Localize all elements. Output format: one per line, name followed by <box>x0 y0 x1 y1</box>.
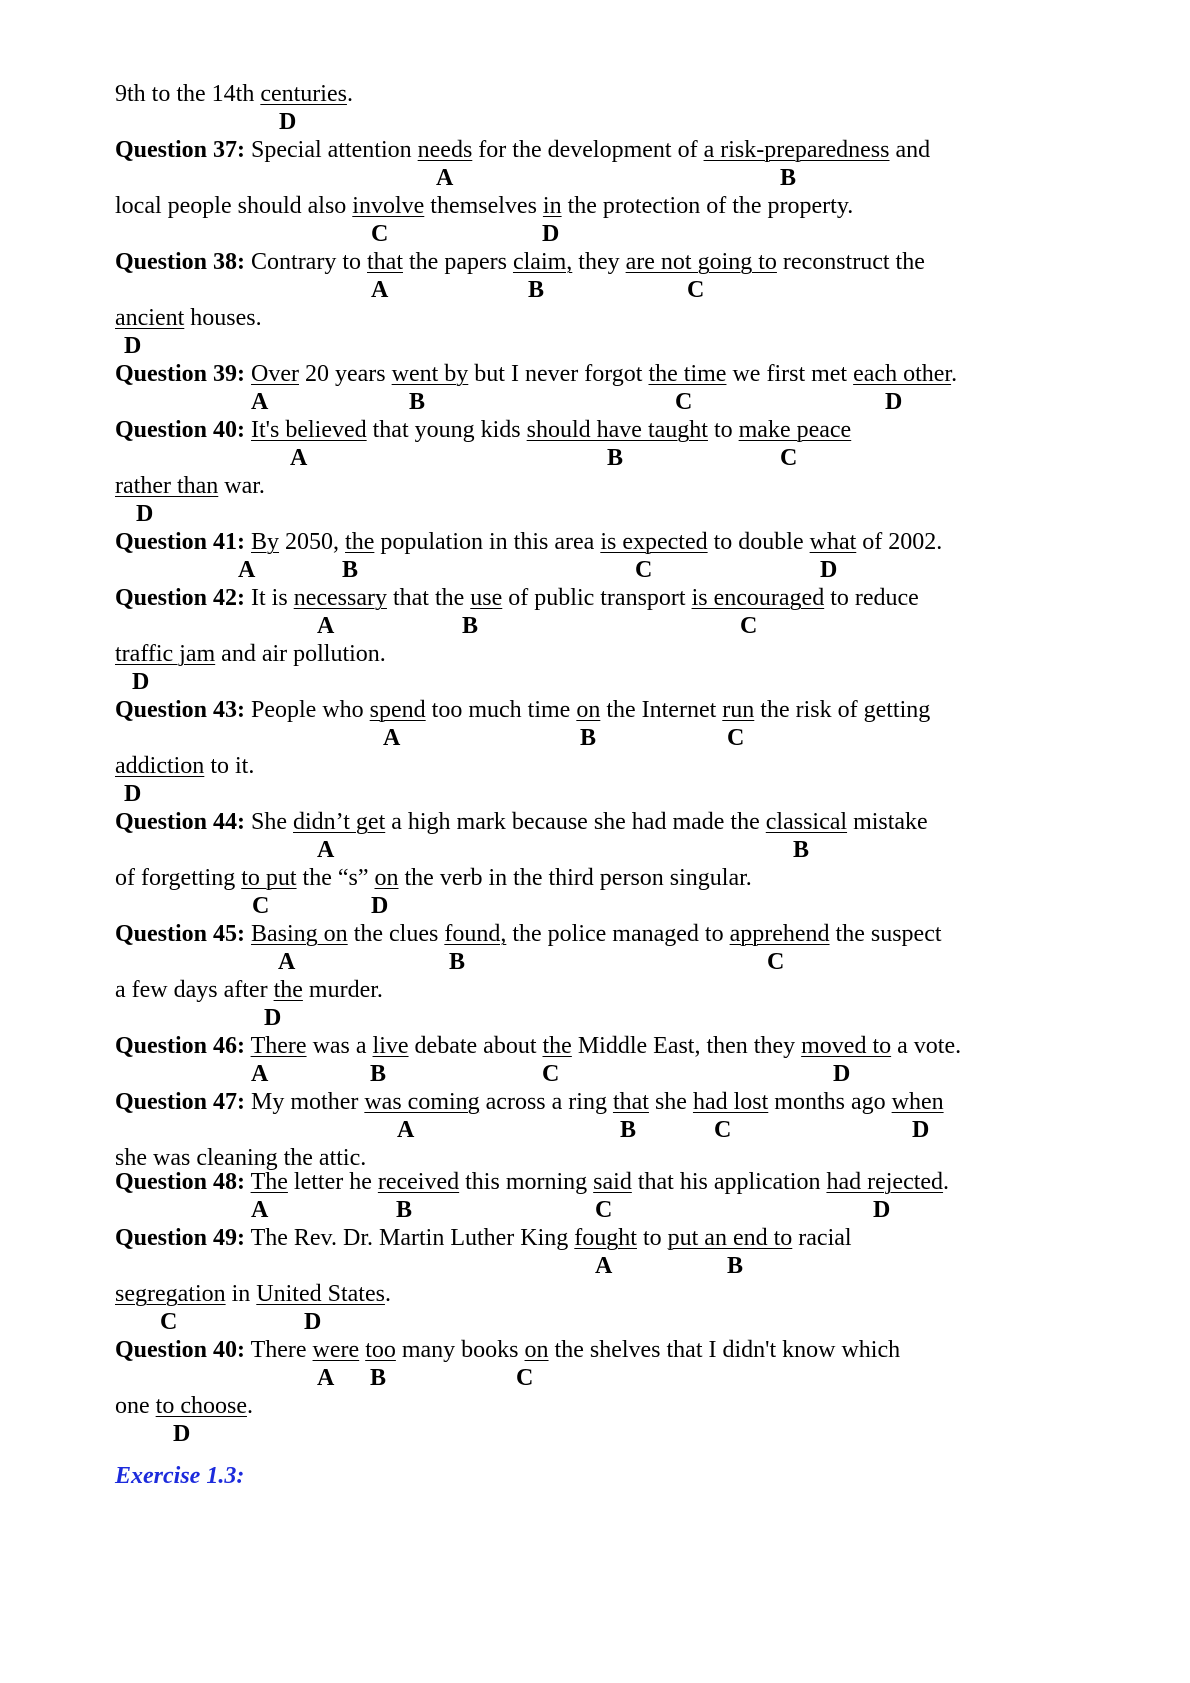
text-segment: population in this area <box>374 529 601 555</box>
text-segment: we first met <box>726 361 854 387</box>
option-letter: A <box>290 445 308 471</box>
option-letter: C <box>727 725 745 751</box>
text-line <box>115 920 942 948</box>
option-letter: C <box>542 1061 560 1087</box>
option-letter-row <box>0 276 1190 304</box>
underlined-option: too <box>365 1337 396 1363</box>
option-letter-row <box>0 948 1190 976</box>
question-label: Question 48: <box>115 1169 246 1195</box>
text-line <box>115 1032 961 1060</box>
option-letter-row <box>0 1364 1190 1392</box>
text-segment: the papers <box>403 249 513 275</box>
underlined-option: make peace <box>738 417 852 443</box>
option-letter-row <box>0 612 1190 640</box>
option-letter-row <box>0 388 1190 416</box>
text-segment: a vote. <box>891 1033 962 1059</box>
option-letter: A <box>595 1253 613 1279</box>
text-segment: they <box>572 249 626 275</box>
text-segment: Special attention <box>245 137 418 163</box>
option-letter-row <box>0 332 1190 360</box>
option-letter: D <box>132 669 150 695</box>
option-letter-row <box>0 444 1190 472</box>
underlined-option: rather than <box>115 473 219 499</box>
text-segment: too much time <box>425 697 577 723</box>
option-letter-row <box>0 1116 1190 1144</box>
underlined-option: is encouraged <box>691 585 825 611</box>
text-segment: the risk of getting <box>754 697 931 723</box>
option-letter: B <box>409 389 426 415</box>
text-line <box>115 304 262 332</box>
option-letter: D <box>820 557 838 583</box>
option-letter: C <box>687 277 705 303</box>
option-letter: B <box>580 725 597 751</box>
text-segment: debate about <box>408 1033 543 1059</box>
underlined-option: didn’t get <box>293 809 386 835</box>
underlined-option: ancient <box>115 305 185 331</box>
text-segment: the “s” <box>296 865 375 891</box>
underlined-option: found, <box>444 921 507 947</box>
underlined-option: what <box>809 529 857 555</box>
text-segment: of public transport <box>502 585 692 611</box>
underlined-option: The <box>250 1169 288 1195</box>
option-letter-row <box>0 1196 1190 1224</box>
text-segment: She <box>245 809 294 835</box>
text-segment: that the <box>386 585 471 611</box>
underlined-option: segregation <box>115 1281 226 1307</box>
text-segment: to <box>707 417 739 443</box>
text-segment: Middle East, then they <box>571 1033 802 1059</box>
underlined-option: fought <box>574 1225 637 1251</box>
text-segment: and <box>889 137 931 163</box>
option-letter: B <box>793 837 810 863</box>
underlined-option: the <box>273 977 303 1003</box>
question-label: Question 49: <box>115 1225 246 1251</box>
underlined-option: It's believed <box>251 417 367 443</box>
text-segment: letter he <box>287 1169 378 1195</box>
text-segment: It is <box>245 585 294 611</box>
exercise-heading: Exercise 1.3: <box>115 1463 245 1489</box>
text-segment: the Internet <box>600 697 723 723</box>
underlined-option: had rejected <box>826 1169 944 1195</box>
option-letter: A <box>371 277 389 303</box>
underlined-option: had lost <box>692 1089 769 1115</box>
text-segment: racial <box>792 1225 852 1251</box>
underlined-option: received <box>377 1169 460 1195</box>
option-letter: A <box>238 557 256 583</box>
option-letter: C <box>714 1117 732 1143</box>
text-segment: that his application <box>631 1169 827 1195</box>
text-segment: 20 years <box>299 361 392 387</box>
text-line <box>115 1088 944 1116</box>
question-label: Question 42: <box>115 585 246 611</box>
text-segment: houses. <box>184 305 262 331</box>
text-segment: . <box>951 361 958 387</box>
text-segment: was a <box>306 1033 373 1059</box>
option-letter: D <box>912 1117 930 1143</box>
underlined-option: moved to <box>801 1033 892 1059</box>
option-letter: D <box>833 1061 851 1087</box>
text-segment: the suspect <box>829 921 942 947</box>
text-segment: of forgetting <box>115 865 242 891</box>
option-letter: C <box>740 613 758 639</box>
underlined-option: necessary <box>293 585 387 611</box>
question-label: Question 46: <box>115 1033 246 1059</box>
option-letter: A <box>436 165 454 191</box>
option-letter: C <box>371 221 389 247</box>
text-segment: in <box>225 1281 257 1307</box>
underlined-option: live <box>372 1033 409 1059</box>
underlined-option: were <box>312 1337 360 1363</box>
text-line <box>115 1392 253 1420</box>
question-label: Question 44: <box>115 809 246 835</box>
option-letter: D <box>279 109 297 135</box>
underlined-option: use <box>470 585 503 611</box>
option-letter: B <box>528 277 545 303</box>
text-segment: 9th to the 14th <box>115 81 261 107</box>
question-label: Question 38: <box>115 249 246 275</box>
text-segment: that young kids <box>366 417 527 443</box>
text-line <box>115 360 957 388</box>
underlined-option: classical <box>765 809 848 835</box>
text-segment: murder. <box>302 977 383 1003</box>
option-letter: C <box>635 557 653 583</box>
text-segment: this morning <box>459 1169 594 1195</box>
underlined-option: on <box>576 697 601 723</box>
underlined-option: By <box>251 529 280 555</box>
text-line <box>115 1168 949 1196</box>
underlined-option: that <box>367 249 403 275</box>
text-segment: Contrary to <box>245 249 367 275</box>
option-letter: B <box>607 445 624 471</box>
underlined-option: apprehend <box>729 921 830 947</box>
option-letter: D <box>304 1309 322 1335</box>
text-segment: to it. <box>204 753 255 779</box>
text-segment: months ago <box>768 1089 892 1115</box>
option-letter: C <box>595 1197 613 1223</box>
underlined-option: needs <box>417 137 473 163</box>
text-segment: she <box>648 1089 693 1115</box>
option-letter: A <box>317 837 335 863</box>
text-segment: local people should also <box>115 193 353 219</box>
option-letter: C <box>675 389 693 415</box>
question-label: Question 45: <box>115 921 246 947</box>
option-letter: B <box>727 1253 744 1279</box>
underlined-option: addiction <box>115 753 205 779</box>
option-letter-row <box>0 1060 1190 1088</box>
text-line <box>115 752 254 780</box>
underlined-option: the time <box>648 361 727 387</box>
underlined-option: traffic jam <box>115 641 216 667</box>
text-segment: but I never forgot <box>468 361 649 387</box>
option-letter: B <box>780 165 797 191</box>
text-segment: My mother <box>245 1089 365 1115</box>
option-letter-row <box>0 500 1190 528</box>
underlined-option: involve <box>352 193 425 219</box>
underlined-option: to put <box>241 865 297 891</box>
option-letter: A <box>251 1197 269 1223</box>
text-line <box>115 1280 391 1308</box>
option-letter: D <box>873 1197 891 1223</box>
text-segment: one <box>115 1393 156 1419</box>
underlined-option: the <box>542 1033 572 1059</box>
underlined-option: went by <box>391 361 469 387</box>
text-segment: for the development of <box>472 137 704 163</box>
text-segment: a few days after <box>115 977 274 1003</box>
text-segment: to double <box>707 529 810 555</box>
text-line <box>115 864 752 892</box>
option-letter: A <box>278 949 296 975</box>
option-letter-row <box>0 668 1190 696</box>
question-label: Question 47: <box>115 1089 246 1115</box>
option-letter-row <box>0 1308 1190 1336</box>
option-letter-row <box>0 108 1190 136</box>
option-letter-row <box>0 892 1190 920</box>
text-segment: . <box>246 1393 253 1419</box>
underlined-option: Basing on <box>251 921 348 947</box>
text-segment: The Rev. Dr. Martin Luther King <box>245 1225 575 1251</box>
underlined-option: a risk-preparedness <box>703 137 890 163</box>
underlined-option: put an end to <box>667 1225 793 1251</box>
option-letter: D <box>124 781 142 807</box>
option-letter: B <box>449 949 466 975</box>
option-letter-row <box>0 724 1190 752</box>
text-segment: to <box>636 1225 668 1251</box>
option-letter: D <box>264 1005 282 1031</box>
text-segment: across a ring <box>479 1089 613 1115</box>
underlined-option: on <box>524 1337 549 1363</box>
underlined-option: the <box>345 529 375 555</box>
option-letter: C <box>767 949 785 975</box>
option-letter: D <box>136 501 154 527</box>
option-letter: D <box>542 221 560 247</box>
option-letter: D <box>173 1421 191 1447</box>
text-segment: of 2002. <box>856 529 943 555</box>
option-letter: B <box>342 557 359 583</box>
option-letter-row <box>0 1252 1190 1280</box>
text-segment: People who <box>245 697 370 723</box>
underlined-option: each other <box>853 361 952 387</box>
text-segment: and air pollution. <box>215 641 386 667</box>
text-line <box>115 1224 852 1252</box>
text-segment: reconstruct the <box>776 249 925 275</box>
option-letter: B <box>620 1117 637 1143</box>
text-line <box>115 696 930 724</box>
option-letter-row <box>0 780 1190 808</box>
text-segment: There <box>245 1337 313 1363</box>
option-letter: C <box>516 1365 534 1391</box>
text-line <box>115 80 353 108</box>
underlined-option: in <box>542 193 562 219</box>
underlined-option: was coming <box>364 1089 480 1115</box>
underlined-option: run <box>722 697 755 723</box>
underlined-option: centuries <box>260 81 347 107</box>
option-letter: D <box>371 893 389 919</box>
underlined-option: that <box>612 1089 649 1115</box>
text-line <box>115 976 383 1004</box>
text-line <box>115 192 853 220</box>
underlined-option: are not going to <box>625 249 777 275</box>
text-line <box>115 248 925 276</box>
option-letter: A <box>317 613 335 639</box>
text-segment: . <box>384 1281 391 1307</box>
option-letter: D <box>885 389 903 415</box>
option-letter-row <box>0 220 1190 248</box>
option-letter: C <box>160 1309 178 1335</box>
option-letter: B <box>462 613 479 639</box>
underlined-option: spend <box>369 697 426 723</box>
text-segment: the clues <box>347 921 445 947</box>
option-letter: B <box>370 1365 387 1391</box>
option-letter: D <box>124 333 142 359</box>
underlined-option: is expected <box>600 529 708 555</box>
question-label: Question 40: <box>115 417 246 443</box>
underlined-option: when <box>891 1089 944 1115</box>
text-segment: 2050, <box>279 529 346 555</box>
question-label: Question 41: <box>115 529 246 555</box>
option-letter: B <box>370 1061 387 1087</box>
option-letter-row <box>0 164 1190 192</box>
question-label: Question 37: <box>115 137 246 163</box>
text-line <box>115 640 386 668</box>
text-segment: many books <box>395 1337 525 1363</box>
text-line <box>115 808 928 836</box>
question-label: Question 39: <box>115 361 246 387</box>
option-letter: A <box>383 725 401 751</box>
text-segment: themselves <box>424 193 543 219</box>
text-segment: the verb in the third person singular. <box>398 865 752 891</box>
option-letter: A <box>317 1365 335 1391</box>
underlined-option: should have taught <box>526 417 708 443</box>
underlined-option: to choose <box>155 1393 247 1419</box>
option-letter: C <box>780 445 798 471</box>
text-segment: she was cleaning the attic. <box>115 1145 367 1171</box>
option-letter: A <box>251 389 269 415</box>
text-segment: the protection of the property. <box>561 193 854 219</box>
question-label: Question 43: <box>115 697 246 723</box>
text-segment: war. <box>218 473 265 499</box>
underlined-option: Over <box>251 361 299 387</box>
underlined-option: said <box>593 1169 632 1195</box>
option-letter-row <box>0 836 1190 864</box>
option-letter: A <box>397 1117 415 1143</box>
text-segment: to reduce <box>824 585 919 611</box>
text-line <box>115 416 851 444</box>
option-letter: B <box>396 1197 413 1223</box>
text-segment: the shelves that I didn't know which <box>548 1337 901 1363</box>
option-letter-row <box>0 1420 1190 1448</box>
question-label: Question 40: <box>115 1337 246 1363</box>
option-letter: C <box>252 893 270 919</box>
text-segment: . <box>943 1169 950 1195</box>
underlined-option: There <box>250 1033 307 1059</box>
option-letter: A <box>251 1061 269 1087</box>
text-segment: mistake <box>847 809 928 835</box>
underlined-option: claim, <box>512 249 573 275</box>
underlined-option: United States <box>256 1281 385 1307</box>
underlined-option: on <box>374 865 399 891</box>
text-segment: a high mark because she had made the <box>385 809 766 835</box>
text-line <box>115 584 919 612</box>
text-line <box>115 1336 900 1364</box>
text-segment: . <box>346 81 353 107</box>
text-line <box>115 528 942 556</box>
option-letter-row <box>0 556 1190 584</box>
text-segment: the police managed to <box>506 921 730 947</box>
option-letter-row <box>0 1004 1190 1032</box>
text-line <box>115 472 265 500</box>
text-line <box>115 136 930 164</box>
